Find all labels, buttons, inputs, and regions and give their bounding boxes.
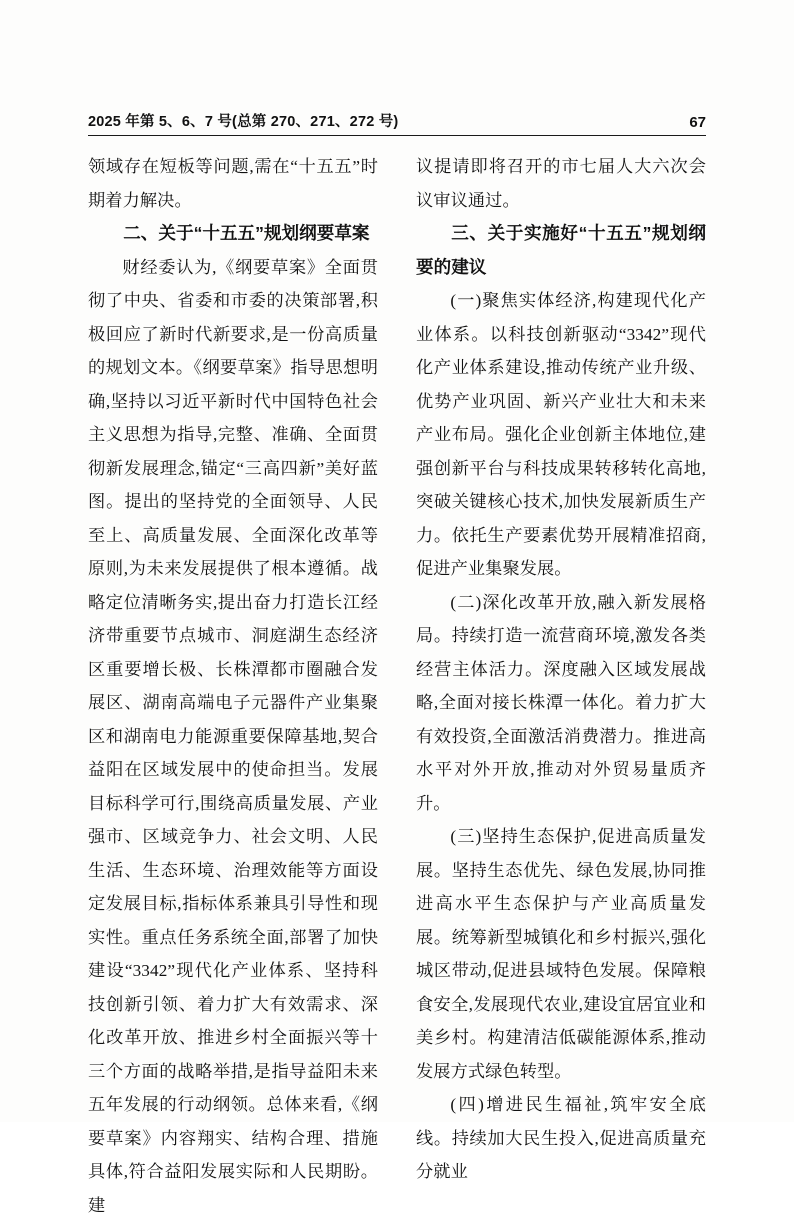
section-heading: 三、关于实施好“十五五”规划纲要的建议 — [416, 217, 706, 284]
paragraph: (四)增进民生福祉,筑牢安全底线。持续加大民生投入,促进高质量充分就业 — [416, 1088, 706, 1189]
paragraph: (一)聚焦实体经济,构建现代化产业体系。以科技创新驱动“3342”现代化产业体系建设,推动传统产业升级、优势产业巩固、新兴产业壮大和未来产业布局。强化企业创新主体地位,建强创新平台与科技成果转移转化高地,突破关键核心技术,加快发展新质生产力。依托生产要素优势开展精准招商,促进产业集聚发展。 — [416, 284, 706, 586]
left-column — [88, 150, 378, 1222]
paragraph: (三)坚持生态保护,促进高质量发展。坚持生态优先、绿色发展,协同推进高水平生态保护与产业高质量发展。统筹新型城镇化和乡村振兴,强化城区带动,促进县域特色发展。保障粮食安全,发展现代农业,建设宜居宜业和美乡村。构建清洁低碳能源体系,推动发展方式绿色转型。 — [416, 820, 706, 1088]
page-number: 67 — [689, 114, 706, 131]
paragraph: 财经委认为,《纲要草案》全面贯彻了中央、省委和市委的决策部署,积极回应了新时代新要求,是一份高质量的规划文本。《纲要草案》指导思想明确,坚持以习近平新时代中国特色社会主义思想为指导,完整、准确、全面贯彻新发展理念,锚定“三高四新”美好蓝图。提出的坚持党的全面领导、人民至上、高质量发展、全面深化改革等原则,为未来发展提供了根本遵循。战略定位清晰务实,提出奋力打造长江经济带重要节点城市、洞庭湖生态经济区重要增长极、长株潭都市圈融合发展区、湖南高端电子元器件产业集聚区和湖南电力能源重要保障基地,契合益阳在区域发展中的使命担当。发展目标科学可行,围绕高质量发展、产业强市、区域竞争力、社会文明、人民生活、生态环境、治理效能等方面设定发展目标,指标体系兼具引导性和现实性。重点任务系统全面,部署了加快建设“3342”现代化产业体系、坚持科技创新引领、着力扩大有效需求、深化改革开放、推进乡村全面振兴等十三个方面的战略举措,是指导益阳未来五年发展的行动纲领。总体来看,《纲要草案》内容翔实、结构合理、措施具体,符合益阳发展实际和人民期盼。建 — [88, 251, 378, 1222]
paragraph: (二)深化改革开放,融入新发展格局。持续打造一流营商环境,激发各类经营主体活力。深度融入区域发展战略,全面对接长株潭一体化。着力扩大有效投资,全面激活消费潜力。推进高水平对外开放,推动对外贸易量质齐升。 — [416, 586, 706, 821]
page-content — [88, 110, 706, 1222]
paragraph: 议提请即将召开的市七届人大六次会议审议通过。 — [416, 150, 706, 217]
section-heading: 二、关于“十五五”规划纲要草案 — [88, 217, 378, 251]
paragraph: 领域存在短板等问题,需在“十五五”时期着力解决。 — [88, 150, 378, 217]
right-column — [416, 150, 706, 1189]
issue-line: 2025 年第 5、6、7 号(总第 270、271、272 号) — [88, 110, 398, 131]
two-column-body — [88, 150, 706, 1222]
running-head — [88, 110, 706, 136]
